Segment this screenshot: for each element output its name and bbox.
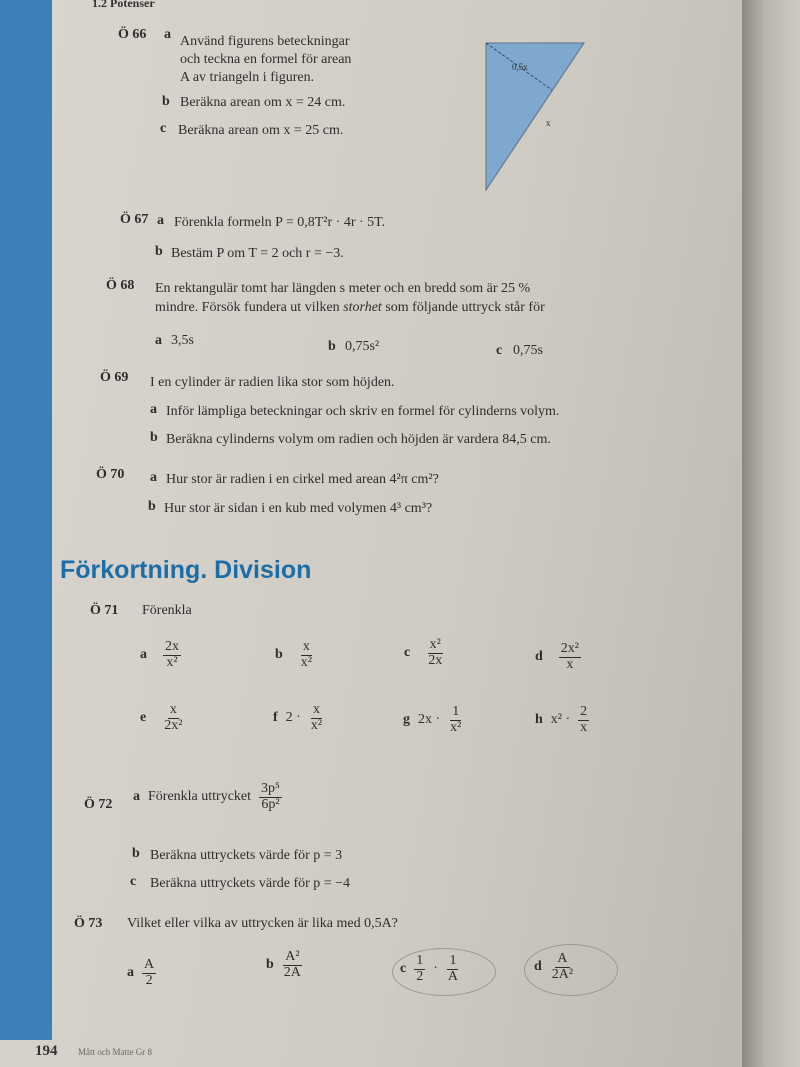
q71-c-num: x² (429, 637, 441, 652)
q71-a-label: a (140, 647, 147, 663)
q73-c-num2: 1 (449, 953, 457, 968)
q69-b-label: b (150, 430, 158, 445)
q72-a-num: 3p⁵ (261, 781, 280, 796)
q73-a-label: a (127, 965, 134, 981)
q73-number: Ö 73 (74, 916, 103, 931)
q73-c-den1: 2 (416, 968, 424, 984)
q66-b-text: Beräkna arean om x = 24 cm. (180, 95, 346, 110)
q71-a-den: x² (166, 654, 178, 670)
q66-c-label: c (160, 121, 167, 136)
q71-g-label: g (403, 712, 410, 728)
q67-a-text: Förenkla formeln P = 0,8T²r · 4r · 5T. (174, 215, 386, 230)
q73-d-den: 2A² (551, 966, 574, 982)
q71-h-fraction (578, 705, 589, 735)
q70-b-label: b (148, 499, 156, 514)
q71-item-a (140, 640, 181, 670)
q72-a-fraction (259, 782, 282, 812)
q71-c-fraction (426, 638, 444, 668)
q73-b-fraction (282, 950, 303, 980)
q71-g-fraction (448, 705, 463, 735)
q71-h-num: 2 (580, 704, 588, 719)
q71-intro: Förenkla (142, 603, 192, 618)
q71-f-pre: 2 · (285, 710, 301, 726)
q71-b-den: x² (300, 654, 312, 670)
page-number: 194 (35, 1043, 58, 1059)
q71-e-den: 2x² (164, 717, 183, 733)
q66-a-line1: Använd figurens beteckningar (180, 34, 350, 49)
q71-c-label: c (404, 645, 411, 661)
q71-c-den: 2x (428, 652, 443, 668)
q73-c-label: c (400, 961, 407, 977)
q71-g-pre: 2x · (418, 712, 441, 728)
q73-c-dot: · (433, 961, 438, 977)
q71-f-fraction (309, 703, 324, 733)
q72-a-text: Förenkla uttrycket (148, 789, 252, 805)
q73-b-num: A² (285, 949, 300, 964)
q72-a-label: a (133, 789, 140, 805)
q71-a-num: 2x (165, 639, 179, 654)
q73-d-num: A (557, 951, 568, 966)
q73-a-fraction (142, 958, 156, 988)
q73-item-c (400, 954, 460, 984)
q68-line2 (155, 300, 545, 316)
q67-number: Ö 67 (120, 212, 149, 227)
q71-d-den: x (566, 656, 574, 672)
q72-a-den: 6p² (261, 796, 280, 812)
q73-a-num: A (144, 957, 155, 972)
q71-item-h (535, 705, 589, 735)
q68-line1: En rektangulär tomt har längden s meter och en bredd som är 25 % (155, 281, 531, 296)
q71-item-d (535, 642, 581, 672)
q71-d-fraction (559, 642, 581, 672)
q71-b-label: b (275, 647, 283, 663)
q72-c-label: c (130, 874, 137, 889)
q73-c-den2: A (447, 968, 459, 984)
q68-line2-em: storhet (343, 300, 382, 315)
q69-b-text: Beräkna cylinderns volym om radien och höjden är vardera 84,5 cm. (166, 432, 551, 447)
q68-number: Ö 68 (106, 278, 135, 293)
q70-a-label: a (150, 470, 157, 485)
q73-item-b (266, 950, 303, 980)
q73-c-fraction2 (446, 954, 460, 984)
q68-b-label: b (328, 339, 336, 354)
q71-d-num: 2x² (560, 641, 579, 656)
q66-b-label: b (162, 94, 170, 109)
q73-item-a (127, 958, 156, 988)
q66-a-label: a (164, 27, 171, 42)
q71-item-g (403, 705, 463, 735)
q71-h-den: x (580, 719, 588, 735)
q72-b-text: Beräkna uttryckets värde för p = 3 (150, 848, 343, 863)
q68-line2-post: som följande uttryck står för (381, 300, 545, 315)
triangle-figure (480, 40, 590, 195)
q71-h-pre: x² · (550, 712, 571, 728)
q71-item-e (140, 703, 184, 733)
q71-f-num: x (312, 702, 320, 717)
running-head: 1.2 Potenser (92, 0, 155, 10)
q73-d-label: d (534, 959, 542, 975)
q71-b-num: x (302, 639, 310, 654)
q69-a-text: Inför lämpliga beteckningar och skriv en formel för cylinderns volym. (166, 404, 560, 419)
q72-number: Ö 72 (84, 797, 113, 812)
q71-e-fraction (162, 703, 184, 733)
page-color-stripe (0, 0, 52, 1040)
q68-b-text: 0,75s² (345, 339, 380, 354)
q73-item-d (534, 952, 575, 982)
q71-e-num: x (169, 702, 177, 717)
triangle-label-short: 0,5x (512, 62, 528, 72)
q68-a-text: 3,5s (171, 333, 194, 348)
q71-item-f (273, 703, 324, 733)
q66-c-text: Beräkna arean om x = 25 cm. (178, 123, 344, 138)
q73-a-den: 2 (145, 972, 153, 988)
q70-number: Ö 70 (96, 467, 125, 482)
q67-a-label: a (157, 213, 164, 228)
q72-c-text: Beräkna uttryckets värde för p = −4 (150, 876, 351, 891)
q66-number: Ö 66 (118, 27, 147, 42)
q68-line2-pre: mindre. Försök fundera ut vilken (155, 300, 344, 315)
q70-b-text: Hur stor är sidan i en kub med volymen 4³ cm³? (164, 501, 433, 516)
q71-item-c (404, 638, 444, 668)
q73-c-fraction1 (414, 954, 425, 984)
section-title: Förkortning. Division (60, 556, 312, 584)
q73-intro: Vilket eller vilka av uttrycken är lika med 0,5A? (127, 916, 398, 931)
triangle-shape (486, 43, 584, 190)
q69-number: Ö 69 (100, 370, 129, 385)
q72-a (133, 782, 282, 812)
q73-c-num1: 1 (416, 953, 424, 968)
q67-b-text: Bestäm P om T = 2 och r = −3. (171, 246, 344, 261)
triangle-label-long: x (546, 118, 551, 128)
q71-g-den: x² (450, 719, 462, 735)
q71-g-num: 1 (452, 704, 460, 719)
q73-b-den: 2A (283, 964, 301, 980)
q71-h-label: h (535, 712, 543, 728)
q71-number: Ö 71 (90, 603, 119, 618)
q71-a-fraction (163, 640, 181, 670)
q71-e-label: e (140, 710, 147, 726)
q66-a-line3: A av triangeln i figuren. (180, 70, 315, 85)
footer-text: Mått och Matte Gr 8 (78, 1047, 152, 1057)
q70-a-text: Hur stor är radien i en cirkel med arean 4²π cm²? (166, 472, 439, 487)
q71-f-label: f (273, 710, 278, 726)
q67-b-label: b (155, 244, 163, 259)
q73-d-fraction (550, 952, 575, 982)
q69-intro: I en cylinder är radien lika stor som höjden. (150, 375, 395, 390)
q69-a-label: a (150, 402, 157, 417)
q68-a-label: a (155, 333, 162, 348)
q68-c-text: 0,75s (513, 343, 543, 358)
q71-d-label: d (535, 649, 543, 665)
q71-b-fraction (299, 640, 314, 670)
q72-b-label: b (132, 846, 140, 861)
q66-a-line2: och teckna en formel för arean (180, 52, 352, 67)
q68-c-label: c (496, 343, 503, 358)
binder-edge (742, 0, 800, 1067)
q71-item-b (275, 640, 314, 670)
q71-f-den: x² (310, 717, 323, 733)
q73-b-label: b (266, 957, 274, 973)
